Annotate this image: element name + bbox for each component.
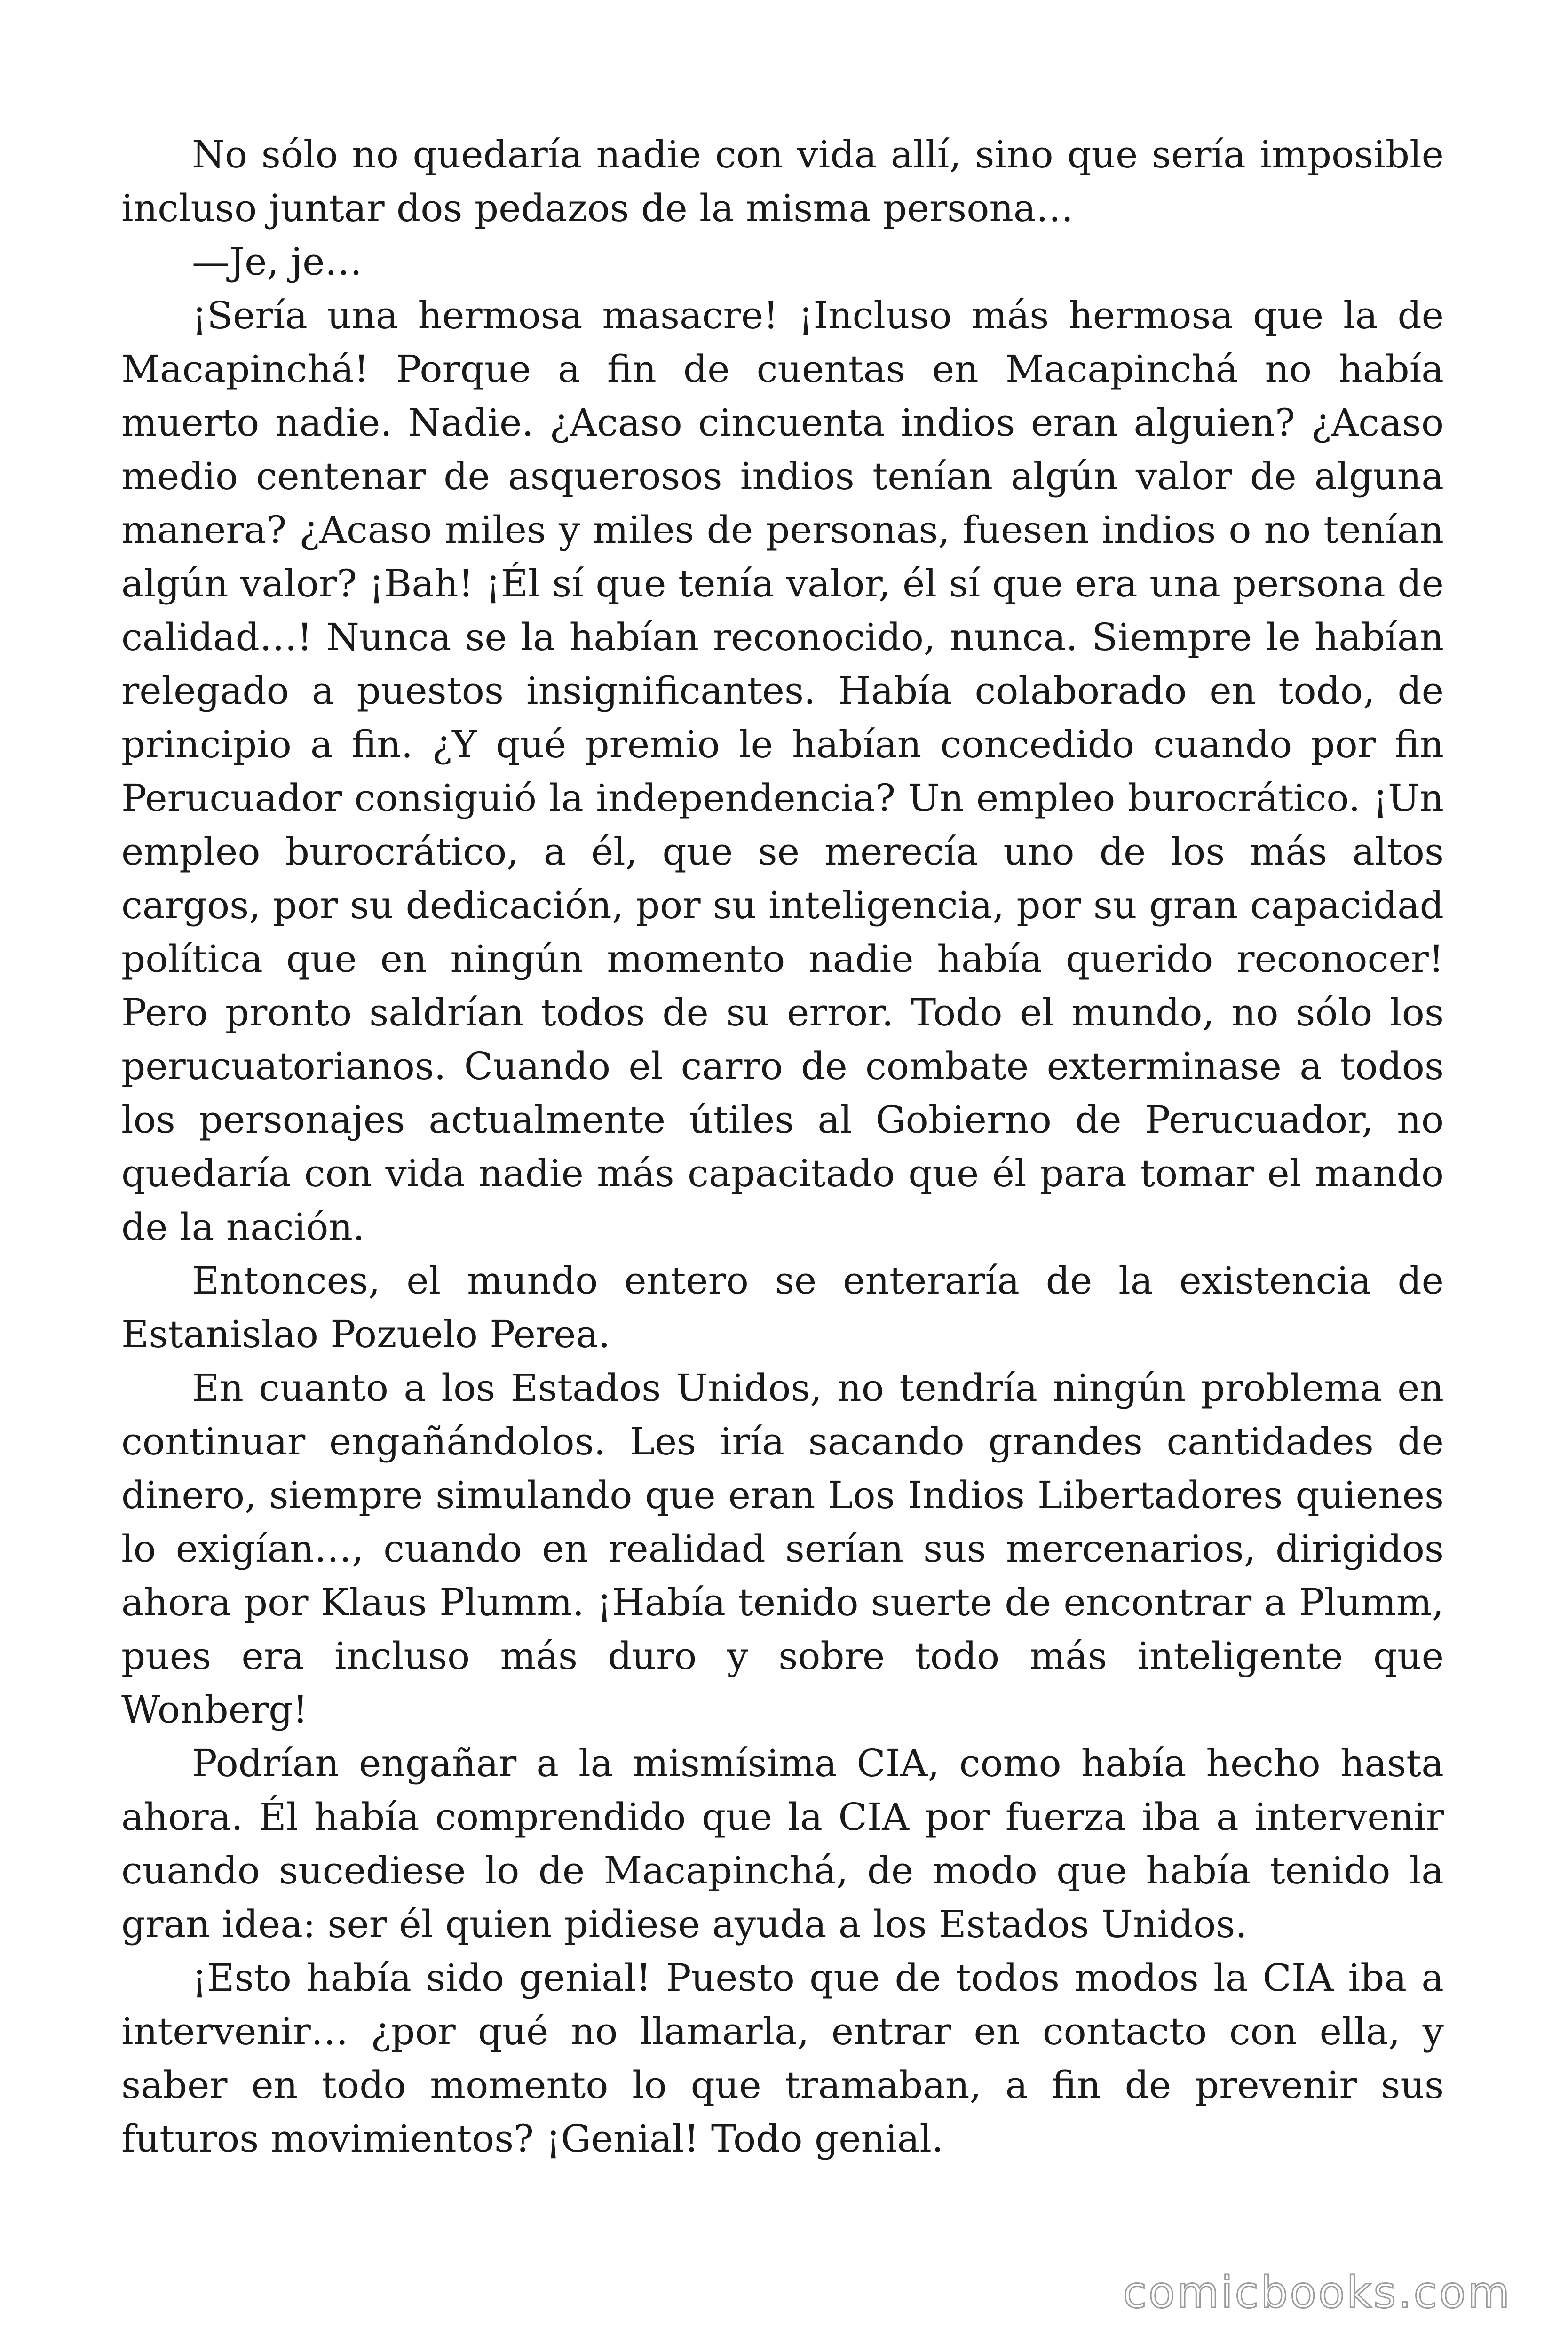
paragraph-4: Entonces, el mundo entero se enteraría de la existencia de Estanislao Pozuelo Perea. xyxy=(121,1259,1444,1356)
paragraph-7: ¡Esto había sido genial! Puesto que de todos modos la CIA iba a intervenir… ¿por qué no llamarla, entrar en contacto con ella, y saber en todo momento lo que tramaban, a fin de prevenir sus futuros movimientos? ¡Genial! Todo genial. xyxy=(121,1956,1444,2161)
paragraph-5: En cuanto a los Estados Unidos, no tendría ningún problema en continuar engañándolos. Les iría sacando grandes cantidades de dinero, siempre simulando que eran Los Indios Libertadores quienes lo exigían…, cuando en realidad serían sus mercenarios, dirigidos ahora por Klaus Plumm. ¡Había tenido suerte de encontrar a Plumm, pues era incluso más duro y sobre todo más inteligente que Wonberg! xyxy=(121,1366,1444,1732)
paragraph-2: —Je, je… xyxy=(192,240,363,284)
paragraph-3: ¡Sería una hermosa masacre! ¡Incluso más hermosa que la de Macapinchá! Porque a fin de cuentas en Macapinchá no había muerto nadie. Nadie. ¿Acaso cincuenta indios eran alguien? ¿Acaso medio centenar de asquerosos indios tenían algún valor de alguna manera? ¿Acaso miles y miles de personas, fuesen indios o no tenían algún valor? ¡Bah! ¡Él sí que tenía valor, él sí que era una persona de calidad…! Nunca se la habían reconocido, nunca. Siempre le habían relegado a puestos insignificantes. Había colaborado en todo, de principio a fin. ¿Y qué premio le habían concedido cuando por fin Perucuador consiguió la independencia? Un empleo burocrático. ¡Un empleo burocrático, a él, que se merecía uno de los más altos cargos, por su dedicación, por su inteligencia, por su gran capacidad política que en ningún momento nadie había querido reconocer! Pero pronto saldrían todos de su error. Todo el mundo, no sólo los perucuatorianos. Cuando el carro de combate exterminase a todos los personajes actualmente útiles al Gobierno de Perucuador, no quedaría con vida nadie más capacitado que él para tomar el mando de la nación. xyxy=(121,294,1444,1249)
paragraph-1: No sólo no quedaría nadie con vida allí, sino que sería imposible incluso juntar dos pedazos de la misma persona… xyxy=(121,133,1444,230)
paragraph-6: Podrían engañar a la mismísima CIA, como había hecho hasta ahora. Él había comprendido que la CIA por fuerza iba a intervenir cuando sucediese lo de Macapinchá, de modo que había tenido la gran idea: ser él quien pidiese ayuda a los Estados Unidos. xyxy=(121,1741,1444,1946)
body-text xyxy=(121,128,1444,2166)
watermark: comicbooks.com xyxy=(1123,2267,1512,2318)
